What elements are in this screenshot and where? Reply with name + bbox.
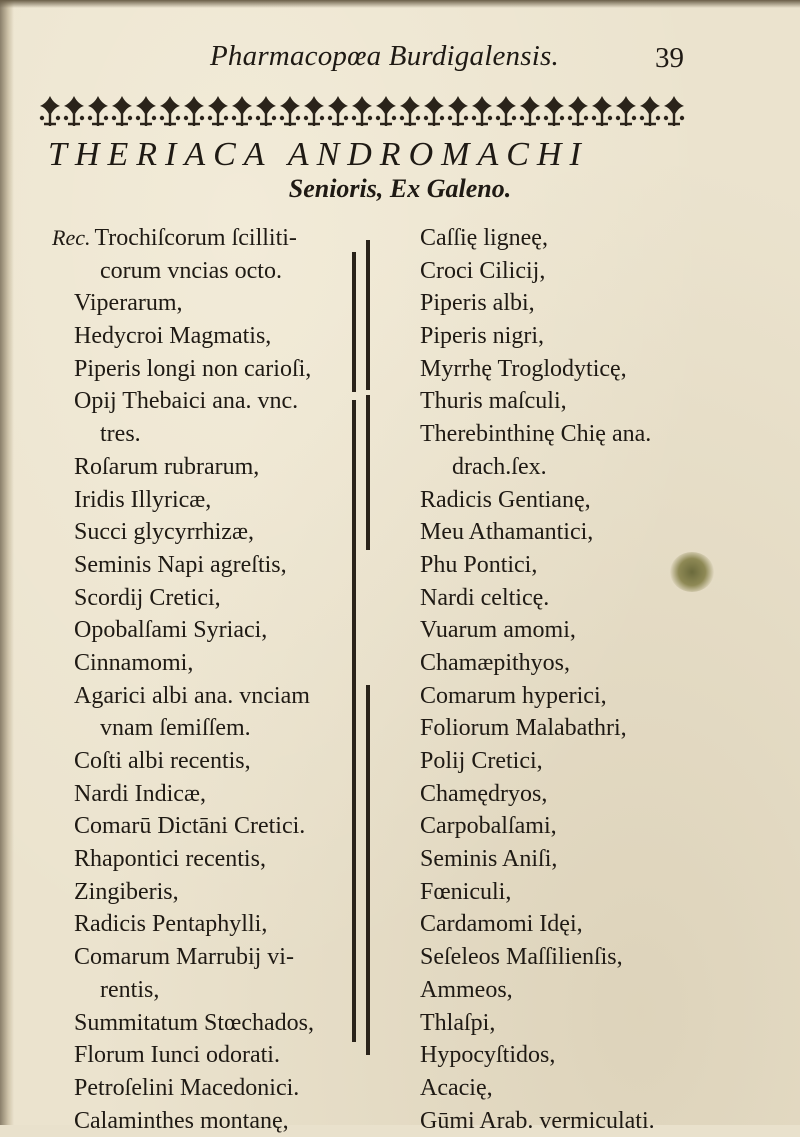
ingredient-line [52, 810, 314, 843]
ingredient-line [52, 418, 314, 451]
ingredient-text: Agarici albi ana. vnciam [74, 682, 310, 709]
ingredient-line [420, 516, 655, 549]
ingredient-line [420, 647, 655, 680]
ink-stain [670, 552, 714, 592]
ingredient-text: Seſeleos Maſſilienſis, [420, 944, 623, 971]
ingredient-text: Opobalſami Syriaci, [74, 617, 268, 644]
ingredient-text: Piperis longi non carioſi, [74, 355, 312, 382]
ingredient-line [52, 908, 314, 941]
ingredient-text: Phu Pontici, [420, 551, 538, 578]
ingredient-text: Myrrhę Troglodyticę, [420, 355, 627, 382]
grouping-bracket [366, 685, 370, 1055]
ingredient-line [420, 353, 655, 386]
ingredient-line [420, 418, 655, 451]
ingredient-text: Comarū Dictāni Cretici. [74, 813, 306, 840]
ingredient-text: Fœniculi, [420, 878, 512, 905]
ingredient-line [420, 1039, 655, 1072]
ingredient-text: Piperis albi, [420, 290, 535, 317]
ingredient-line [52, 353, 314, 386]
ingredient-text: Nardi Indicæ, [74, 780, 206, 807]
ingredient-text: Carpobalſami, [420, 813, 557, 840]
ingredient-line [52, 680, 314, 713]
ingredient-line [420, 778, 655, 811]
ingredient-text: Opij Thebaici ana. vnc. [74, 388, 299, 415]
grouping-bracket [366, 395, 370, 550]
ingredient-line [420, 745, 655, 778]
ingredient-line [52, 1072, 314, 1105]
ingredient-text: Foliorum Malabathri, [420, 715, 627, 742]
ingredient-line [52, 614, 314, 647]
ingredient-line [52, 1007, 314, 1040]
ingredient-line [420, 582, 655, 615]
ingredient-text: Hypocyſtidos, [420, 1042, 556, 1069]
ingredient-text: Acacię, [420, 1074, 493, 1101]
ingredient-text: Nardi celticę. [420, 584, 550, 611]
ingredient-text: Scordij Cretici, [74, 584, 221, 611]
ingredient-line [420, 1007, 655, 1040]
ingredient-text: Seminis Napi agreſtis, [74, 551, 287, 578]
ingredient-line [52, 516, 314, 549]
ingredient-line [420, 549, 655, 582]
ingredient-text: rentis, [100, 976, 160, 1003]
ingredient-text: Summitatum Stœchados, [74, 1009, 314, 1036]
ingredient-line [420, 1072, 655, 1105]
ingredient-line [52, 778, 314, 811]
page-spine-shadow [0, 0, 14, 1125]
ingredient-text: Coſti albi recentis, [74, 748, 251, 774]
ingredient-line [52, 549, 314, 582]
ingredient-line [420, 712, 655, 745]
ingredient-text: Chamędryos, [420, 780, 548, 807]
ingredient-line [52, 876, 314, 909]
ingredient-text: corum vncias octo. [100, 257, 282, 284]
ingredient-line [52, 451, 314, 484]
ingredient-text: Iridis Illyricæ, [74, 486, 212, 513]
ingredient-line [420, 810, 655, 843]
ingredient-text: Polij Cretici, [420, 748, 543, 774]
ingredient-text: Chamæpithyos, [420, 649, 571, 676]
ingredient-text: Zingiberis, [74, 878, 179, 905]
ingredient-text: Thlaſpi, [420, 1009, 496, 1036]
ingredient-line [420, 941, 655, 974]
ingredient-text: Radicis Pentaphylli, [74, 911, 268, 938]
ingredient-text: Hedycroi Magmatis, [74, 323, 272, 350]
ingredient-text: tres. [100, 421, 141, 448]
ingredient-text: Seminis Aniſi, [420, 846, 558, 873]
ingredient-text: Petroſelini Macedonici. [74, 1074, 300, 1101]
ingredient-text: Ammeos, [420, 976, 513, 1003]
left-ingredient-column [52, 222, 314, 1137]
ingredient-text: Piperis nigri, [420, 323, 544, 350]
ingredient-text: Succi glycyrrhizæ, [74, 519, 254, 546]
ingredient-text: Gūmi Arab. vermiculati. [420, 1107, 655, 1134]
ingredient-line [52, 582, 314, 615]
ingredient-text: Therebinthinę Chię ana. [420, 421, 652, 448]
ingredient-line [52, 941, 314, 974]
grouping-bracket [352, 970, 356, 1042]
page-top-edge [0, 0, 800, 8]
ingredient-text: Thuris maſculi, [420, 388, 567, 415]
ingredient-text: Viperarum, [74, 290, 183, 317]
ingredient-line [420, 843, 655, 876]
ingredient-line [52, 712, 314, 745]
grouping-bracket [352, 252, 356, 392]
ingredient-line [52, 745, 314, 778]
ingredient-line [420, 1105, 655, 1137]
ingredient-line [52, 974, 314, 1007]
ingredient-text: Meu Athamantici, [420, 519, 594, 546]
ingredient-line [52, 484, 314, 517]
ingredient-text: Comarum hyperici, [420, 682, 607, 709]
grouping-bracket [352, 682, 356, 972]
ingredient-line [52, 320, 314, 353]
page-number: 39 [655, 42, 684, 74]
ingredient-text: Cinnamomi, [74, 649, 194, 676]
ingredient-text: Comarum Marrubij vi- [74, 944, 294, 971]
ingredient-text: Rhapontici recentis, [74, 846, 266, 873]
rec-abbreviation: Rec. [52, 225, 91, 250]
right-ingredient-column [420, 222, 655, 1137]
ingredient-line [420, 222, 655, 255]
ingredient-text: Florum Iunci odorati. [74, 1042, 280, 1069]
ingredient-line [420, 680, 655, 713]
ingredient-line [52, 843, 314, 876]
ingredient-text: vnam ſemiſſem. [100, 715, 251, 742]
ingredient-line [420, 451, 655, 484]
ingredient-line [52, 222, 314, 255]
ingredient-line [420, 484, 655, 517]
ingredient-line [420, 255, 655, 288]
running-head: Pharmacopœa Burdigalensis. [210, 40, 559, 72]
fleuron-ornament-band [38, 94, 690, 130]
ingredient-line [420, 287, 655, 320]
recipe-subtitle: Senioris, Ex Galeno. [288, 174, 512, 203]
ingredient-line [52, 647, 314, 680]
ingredient-line [52, 1105, 314, 1137]
ingredient-line [52, 385, 314, 418]
ingredient-text: drach.ſex. [452, 453, 547, 480]
ingredient-text: Calaminthes montanę, [74, 1107, 289, 1134]
ingredient-line [420, 320, 655, 353]
ingredient-text: Caſſię ligneę, [420, 225, 548, 251]
ingredient-text: Vuarum amomi, [420, 617, 576, 644]
ingredient-line [420, 614, 655, 647]
ingredient-text: Croci Cilicij, [420, 257, 546, 284]
ingredient-line [420, 876, 655, 909]
grouping-bracket [366, 240, 370, 390]
ingredient-text: Trochiſcorum ſcilliti- [94, 225, 297, 251]
ingredient-text: Radicis Gentianę, [420, 486, 591, 513]
ingredient-line [52, 287, 314, 320]
recipe-title: THERIACA ANDROMACHI [48, 136, 589, 173]
ingredient-line [420, 908, 655, 941]
ingredient-text: Roſarum rubrarum, [74, 453, 260, 480]
ingredient-line [420, 385, 655, 418]
ingredient-line [52, 255, 314, 288]
ingredient-text: Cardamomi Idęi, [420, 911, 583, 938]
grouping-bracket [352, 400, 356, 694]
ingredient-line [420, 974, 655, 1007]
ingredient-line [52, 1039, 314, 1072]
